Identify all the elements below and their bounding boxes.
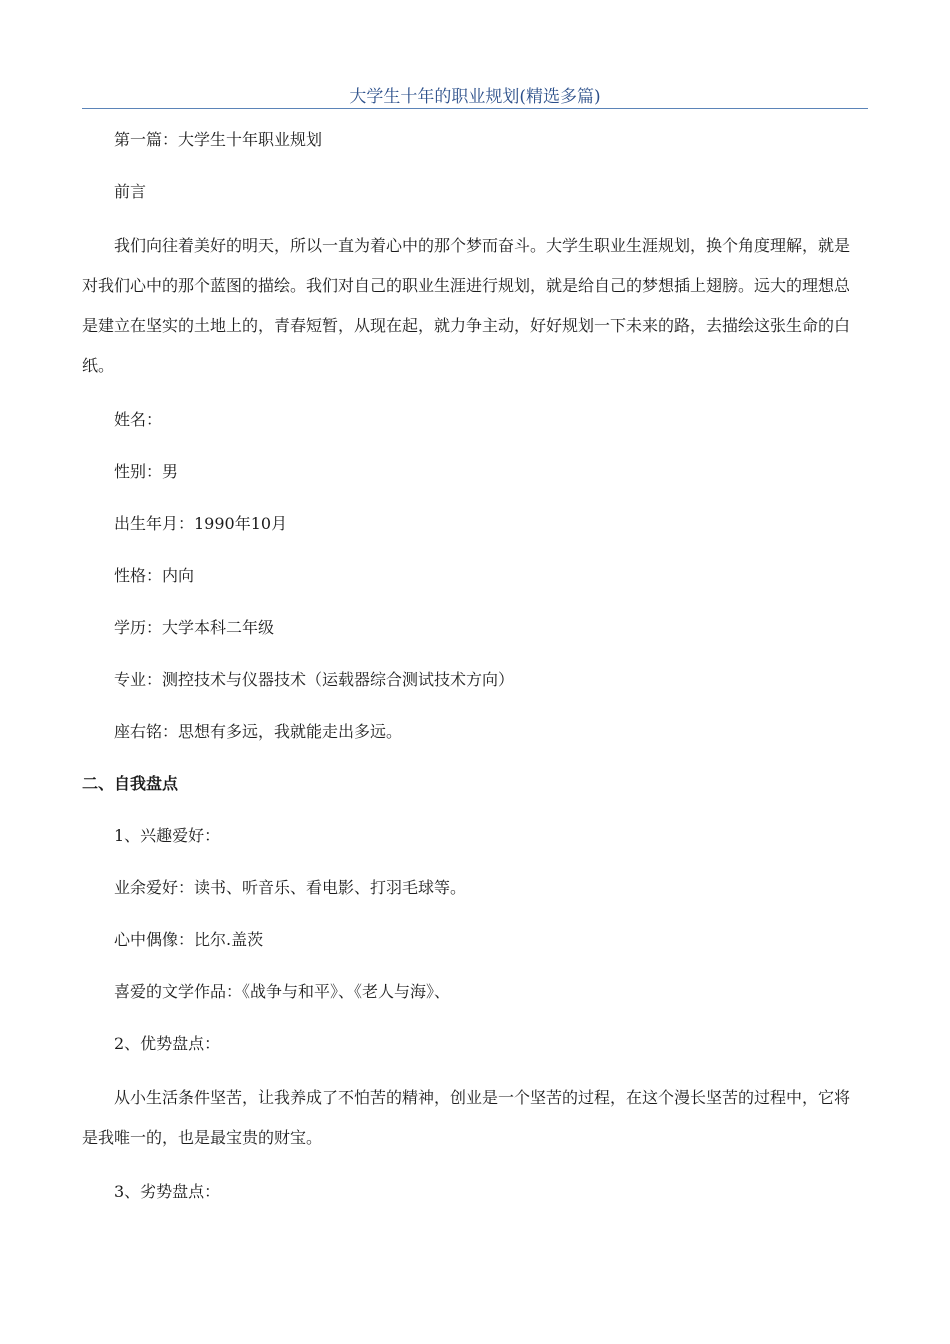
weaknesses-heading: 3、劣势盘点： <box>114 1182 221 1201</box>
preface-heading: 前言 <box>114 182 147 201</box>
header-rule <box>82 108 868 109</box>
hobbies-line: 业余爱好：读书、听音乐、看电影、打羽毛球等。 <box>114 878 467 897</box>
section-heading: 二、自我盘点 <box>82 774 179 793</box>
interests-heading: 1、兴趣爱好： <box>114 826 221 845</box>
document-body <box>82 122 854 1226</box>
gender-line: 性别：男 <box>114 462 179 481</box>
birth-line: 出生年月：1990年10月 <box>114 514 288 533</box>
chapter-title: 第一篇：大学生十年职业规划 <box>114 130 323 149</box>
education-line: 学历：大学本科二年级 <box>114 618 275 637</box>
personality-line: 性格：内向 <box>114 566 195 585</box>
major-line: 专业：测控技术与仪器技术（运载器综合测试技术方向） <box>114 670 515 689</box>
strengths-heading: 2、优势盘点： <box>114 1034 221 1053</box>
idol-line: 心中偶像：比尔.盖茨 <box>114 930 264 949</box>
strengths-paragraph: 从小生活条件坚苦，让我养成了不怕苦的精神，创业是一个坚苦的过程，在这个漫长坚苦的过程中，它将是我唯一的，也是最宝贵的财宝。 <box>82 1088 851 1147</box>
motto-line: 座右铭：思想有多远，我就能走出多远。 <box>114 722 403 741</box>
page-header: 大学生十年的职业规划(精选多篇) <box>349 87 601 107</box>
literature-line: 喜爱的文学作品：《战争与和平》、《老人与海》、 <box>114 982 451 1001</box>
name-line: 姓名： <box>114 410 163 429</box>
preface-paragraph: 我们向往着美好的明天，所以一直为着心中的那个梦而奋斗。大学生职业生涯规划，换个角度理解，就是对我们心中的那个蓝图的描绘。我们对自己的职业生涯进行规划，就是给自己的梦想插上翅膀。远大的理想总是建立在坚实的土地上的，青春短暂，从现在起，就力争主动，好好规划一下未来的路，去描绘这张生命的白纸。 <box>82 236 851 375</box>
